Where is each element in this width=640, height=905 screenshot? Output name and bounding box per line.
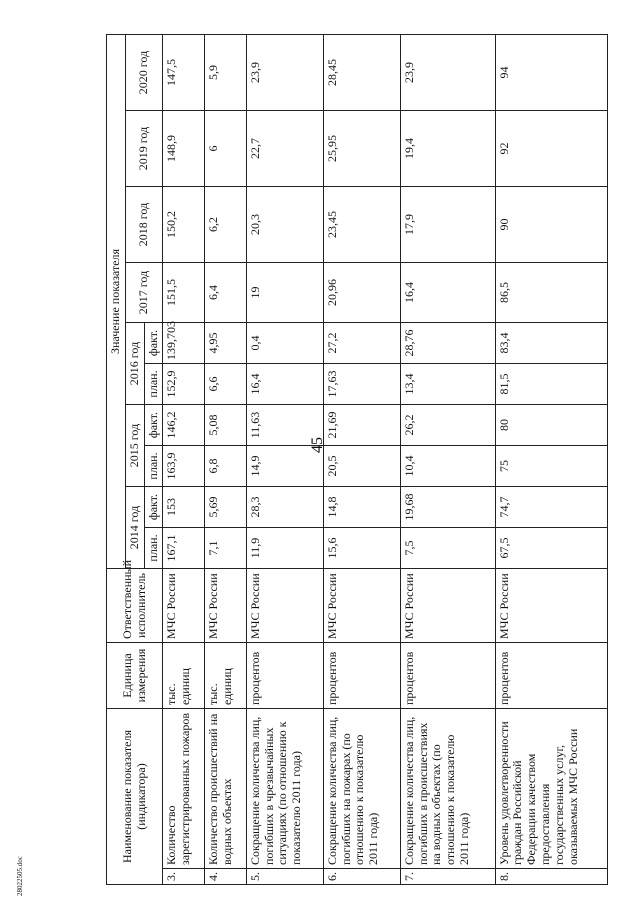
value-2015-fact: 146,2 xyxy=(163,405,205,446)
table-row xyxy=(495,34,607,884)
table-row xyxy=(400,34,495,884)
row-responsible: МЧС России xyxy=(400,569,495,643)
value-2018: 6,2 xyxy=(205,187,247,263)
row-responsible: МЧС России xyxy=(246,569,323,643)
row-unit: процентов xyxy=(323,643,400,709)
value-2018: 17,9 xyxy=(400,187,495,263)
value-2017: 19 xyxy=(246,263,323,323)
value-2014-plan: 7,5 xyxy=(400,528,495,569)
row-unit: тыс. единиц xyxy=(163,643,205,709)
value-2014-fact: 5,69 xyxy=(205,487,247,528)
table-row xyxy=(163,34,205,884)
value-2014-plan: 67,5 xyxy=(495,528,607,569)
indicator-table-container xyxy=(106,35,608,885)
value-2017: 86,5 xyxy=(495,263,607,323)
value-2016-plan: 17,63 xyxy=(323,364,400,405)
header-unit: Единица измерения xyxy=(107,643,163,709)
header-name: Наименование показателя (индикатора) xyxy=(107,709,163,885)
value-2016-plan: 81,5 xyxy=(495,364,607,405)
row-number: 7. xyxy=(400,869,495,885)
value-2014-fact: 153 xyxy=(163,487,205,528)
header-2016: 2016 год xyxy=(125,323,144,405)
value-2016-fact: 139,703 xyxy=(163,323,205,364)
table-row xyxy=(323,34,400,884)
value-2019: 148,9 xyxy=(163,111,205,187)
table-row xyxy=(246,34,323,884)
value-2020: 23,9 xyxy=(400,34,495,110)
value-2017: 16,4 xyxy=(400,263,495,323)
row-indicator-name: Уровень удовлетворенности граждан Российской Федерации качеством предоставления государственных услуг, оказываемых МЧС России xyxy=(495,709,607,869)
value-2014-fact: 14,8 xyxy=(323,487,400,528)
value-2015-plan: 10,4 xyxy=(400,446,495,487)
value-2015-fact: 5,08 xyxy=(205,405,247,446)
value-2016-fact: 83,4 xyxy=(495,323,607,364)
file-name-text: 28022505.doc xyxy=(16,856,24,896)
value-2015-fact: 80 xyxy=(495,405,607,446)
header-2014-plan: план. xyxy=(144,528,163,569)
header-2015-fact: факт. xyxy=(144,405,163,446)
row-responsible: МЧС России xyxy=(495,569,607,643)
value-2020: 94 xyxy=(495,34,607,110)
value-2015-fact: 11,63 xyxy=(246,405,323,446)
row-unit: процентов xyxy=(400,643,495,709)
header-2019: 2019 год xyxy=(125,111,163,187)
value-2018: 150,2 xyxy=(163,187,205,263)
value-2015-plan: 6,8 xyxy=(205,446,247,487)
header-2015: 2015 год xyxy=(125,405,144,487)
value-2018: 20,3 xyxy=(246,187,323,263)
value-2015-plan: 20,5 xyxy=(323,446,400,487)
row-number: 6. xyxy=(323,869,400,885)
header-2014-fact: факт. xyxy=(144,487,163,528)
value-2014-plan: 7,1 xyxy=(205,528,247,569)
table-row xyxy=(205,34,247,884)
indicator-table xyxy=(106,34,608,885)
value-2017: 151,5 xyxy=(163,263,205,323)
value-2015-fact: 26,2 xyxy=(400,405,495,446)
header-2016-plan: план. xyxy=(144,364,163,405)
value-2019: 19,4 xyxy=(400,111,495,187)
header-2016-fact: факт. xyxy=(144,323,163,364)
row-unit: процентов xyxy=(246,643,323,709)
value-2020: 23,9 xyxy=(246,34,323,110)
value-2020: 147,5 xyxy=(163,34,205,110)
row-unit: процентов xyxy=(495,643,607,709)
value-2016-fact: 28,76 xyxy=(400,323,495,364)
value-2016-fact: 0,4 xyxy=(246,323,323,364)
header-2015-plan: план. xyxy=(144,446,163,487)
header-2014: 2014 год xyxy=(125,487,144,569)
value-2020: 28,45 xyxy=(323,34,400,110)
value-2016-plan: 13,4 xyxy=(400,364,495,405)
header-2017: 2017 год xyxy=(125,263,163,323)
value-2019: 92 xyxy=(495,111,607,187)
value-2014-fact: 74,7 xyxy=(495,487,607,528)
row-number: 4. xyxy=(205,869,247,885)
value-2014-plan: 15,6 xyxy=(323,528,400,569)
value-2015-plan: 14,9 xyxy=(246,446,323,487)
row-number: 3. xyxy=(163,869,205,885)
row-number: 5. xyxy=(246,869,323,885)
value-2016-plan: 6,6 xyxy=(205,364,247,405)
row-indicator-name: Сокращение количества лиц, погибших в происшествиях на водных объектах (по отношению к показателю 2011 года) xyxy=(400,709,495,869)
value-2015-plan: 75 xyxy=(495,446,607,487)
row-indicator-name: Количество происшествий на водных объектах xyxy=(205,709,247,869)
value-2014-plan: 11,9 xyxy=(246,528,323,569)
value-2016-plan: 16,4 xyxy=(246,364,323,405)
value-2019: 6 xyxy=(205,111,247,187)
value-2014-plan: 167,1 xyxy=(163,528,205,569)
value-2017: 20,96 xyxy=(323,263,400,323)
header-values-group: Значение показателя xyxy=(107,34,126,568)
value-2014-fact: 19,68 xyxy=(400,487,495,528)
page-number-text: 45 xyxy=(309,437,326,453)
file-name xyxy=(12,840,28,900)
value-2017: 6,4 xyxy=(205,263,247,323)
row-responsible: МЧС России xyxy=(163,569,205,643)
value-2014-fact: 28,3 xyxy=(246,487,323,528)
value-2016-fact: 27,2 xyxy=(323,323,400,364)
row-indicator-name: Сокращение количества лиц, погибших в чрезвычайных ситуациях (по отношению к показателю 2011 года) xyxy=(246,709,323,869)
row-responsible: МЧС России xyxy=(205,569,247,643)
value-2018: 23,45 xyxy=(323,187,400,263)
value-2019: 22,7 xyxy=(246,111,323,187)
header-2018: 2018 год xyxy=(125,187,163,263)
value-2015-plan: 163,9 xyxy=(163,446,205,487)
row-indicator-name: Количество зарегистрированных пожаров xyxy=(163,709,205,869)
header-2020: 2020 год xyxy=(125,34,163,110)
value-2016-plan: 152,9 xyxy=(163,364,205,405)
row-responsible: МЧС России xyxy=(323,569,400,643)
value-2020: 5,9 xyxy=(205,34,247,110)
value-2019: 25,95 xyxy=(323,111,400,187)
header-responsible: Ответственный исполнитель xyxy=(107,569,163,643)
value-2015-fact: 21,69 xyxy=(323,405,400,446)
value-2016-fact: 4,95 xyxy=(205,323,247,364)
row-unit: тыс. единиц xyxy=(205,643,247,709)
row-number: 8. xyxy=(495,869,607,885)
row-indicator-name: Сокращение количества лиц, погибших на пожарах (по отношению к показателю 2011 года) xyxy=(323,709,400,869)
value-2018: 90 xyxy=(495,187,607,263)
